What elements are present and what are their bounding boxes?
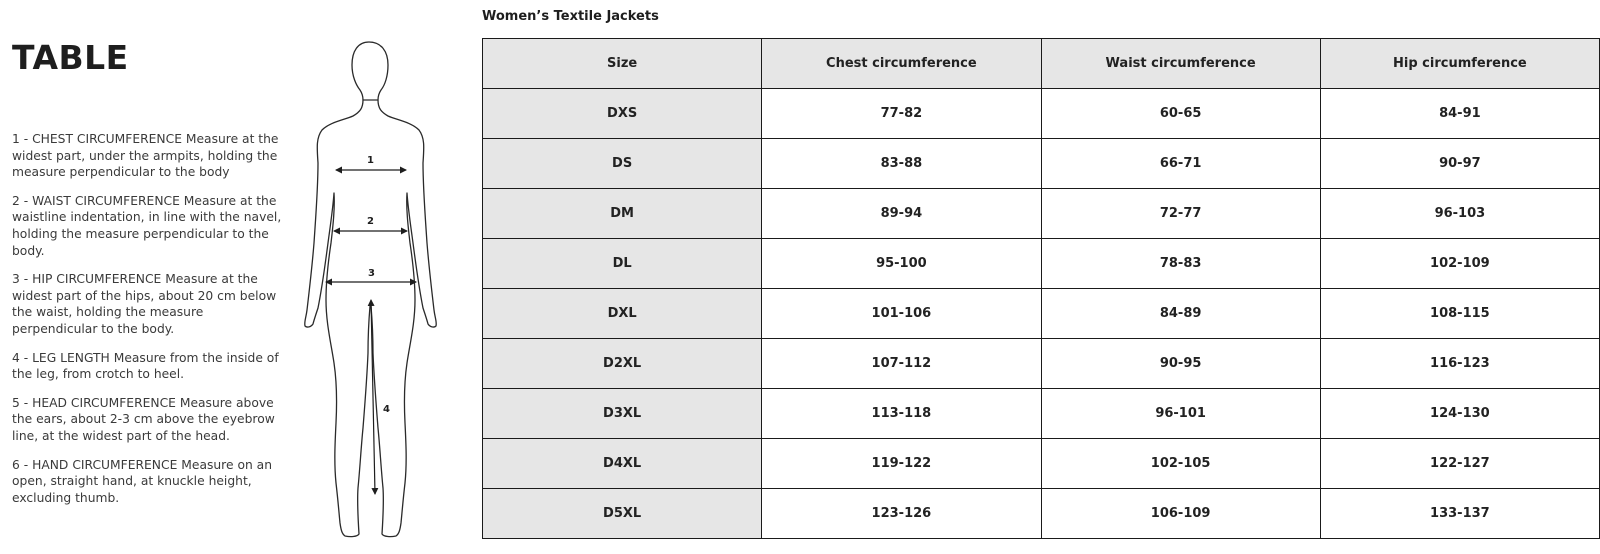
table-row (483, 439, 1600, 489)
waist-cell: 66-71 (1041, 139, 1320, 189)
table-row (483, 489, 1600, 539)
chest-cell: 95-100 (762, 239, 1041, 289)
table-row (483, 189, 1600, 239)
waist-cell: 60-65 (1041, 89, 1320, 139)
waist-cell: 90-95 (1041, 339, 1320, 389)
hip-cell: 124-130 (1320, 389, 1599, 439)
table-caption: Women’s Textile Jackets (482, 9, 659, 24)
hip-cell: 108-115 (1320, 289, 1599, 339)
size-cell: DM (483, 189, 762, 239)
size-cell: DS (483, 139, 762, 189)
header-chest: Chest circumference (762, 39, 1041, 89)
waist-cell: 78-83 (1041, 239, 1320, 289)
instruction-chest: 1 - CHEST CIRCUMFERENCE Measure at the widest part, under the armpits, holding the measure perpendicular to the body (12, 132, 279, 180)
page-title: TABLE (12, 38, 129, 77)
hip-cell: 102-109 (1320, 239, 1599, 289)
size-cell: D3XL (483, 389, 762, 439)
hip-cell: 116-123 (1320, 339, 1599, 389)
instruction-leg: 4 - LEG LENGTH Measure from the inside of the leg, from crotch to heel. (12, 350, 279, 382)
body-silhouette-illustration (300, 38, 450, 548)
waist-cell: 106-109 (1041, 489, 1320, 539)
head-outline (352, 42, 388, 100)
waist-cell: 96-101 (1041, 389, 1320, 439)
hip-cell: 84-91 (1320, 89, 1599, 139)
hip-cell: 96-103 (1320, 189, 1599, 239)
size-cell: DXL (483, 289, 762, 339)
body-outline-right (371, 100, 436, 537)
table-row (483, 239, 1600, 289)
table-row (483, 89, 1600, 139)
table-row (483, 289, 1600, 339)
size-cell: D2XL (483, 339, 762, 389)
instruction-hip: 3 - HIP CIRCUMFERENCE Measure at the widest part of the hips, about 20 cm below the waist, holding the measure perpendicular to the body. (12, 272, 277, 336)
chest-cell: 83-88 (762, 139, 1041, 189)
size-cell: DL (483, 239, 762, 289)
table-header-row (483, 39, 1600, 89)
chest-cell: 77-82 (762, 89, 1041, 139)
waist-cell: 72-77 (1041, 189, 1320, 239)
marker-leg: 4 (383, 404, 390, 415)
instruction-waist: 2 - WAIST CIRCUMFERENCE Measure at the waistline indentation, in line with the navel, holding the measure perpendicular to the body. (12, 193, 282, 258)
hip-cell: 90-97 (1320, 139, 1599, 189)
chest-cell: 89-94 (762, 189, 1041, 239)
waist-cell: 84-89 (1041, 289, 1320, 339)
body-measurement-figure (300, 38, 450, 548)
table-row (483, 389, 1600, 439)
chest-cell: 107-112 (762, 339, 1041, 389)
measurement-instructions (12, 131, 282, 518)
size-chart-table (482, 38, 1600, 539)
size-cell: DXS (483, 89, 762, 139)
marker-chest: 1 (367, 155, 374, 166)
chest-cell: 101-106 (762, 289, 1041, 339)
header-size: Size (483, 39, 762, 89)
marker-hip: 3 (368, 268, 375, 279)
body-outline-left (305, 100, 370, 537)
instruction-head: 5 - HEAD CIRCUMFERENCE Measure above the ears, about 2-3 cm above the eyebrow line, at the widest part of the head. (12, 395, 275, 443)
chest-cell: 119-122 (762, 439, 1041, 489)
chest-cell: 113-118 (762, 389, 1041, 439)
marker-waist: 2 (367, 216, 374, 227)
size-cell: D5XL (483, 489, 762, 539)
waist-cell: 102-105 (1041, 439, 1320, 489)
size-cell: D4XL (483, 439, 762, 489)
header-waist: Waist circumference (1041, 39, 1320, 89)
hip-cell: 122-127 (1320, 439, 1599, 489)
chest-cell: 123-126 (762, 489, 1041, 539)
table-row (483, 339, 1600, 389)
instruction-hand: 6 - HAND CIRCUMFERENCE Measure on an open, straight hand, at knuckle height, excluding thumb. (12, 457, 272, 505)
header-hip: Hip circumference (1320, 39, 1599, 89)
hip-cell: 133-137 (1320, 489, 1599, 539)
table-row (483, 139, 1600, 189)
